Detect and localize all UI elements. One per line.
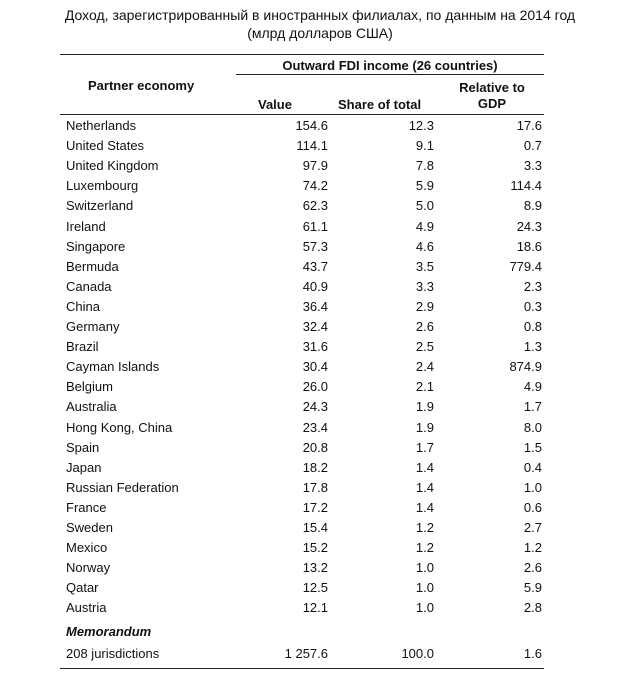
country-name: Ireland	[66, 218, 106, 234]
share-cell: 2.4	[415, 359, 434, 375]
header-outward-fdi-income: Outward FDI income (26 countries)	[282, 58, 498, 73]
gdp-cell: 24.3	[516, 218, 542, 234]
total-share: 100.0	[401, 646, 434, 661]
table-row	[0, 478, 640, 498]
gdp-cell: 2.3	[523, 278, 542, 294]
share-cell: 1.4	[415, 479, 434, 495]
share-cell: 1.0	[415, 600, 434, 616]
country-name: Norway	[66, 560, 111, 576]
table-row	[0, 498, 640, 518]
gdp-cell: 0.4	[523, 459, 542, 475]
table-row	[0, 397, 640, 417]
table-row	[0, 257, 640, 277]
share-cell: 9.1	[415, 138, 434, 154]
share-cell: 1.7	[415, 439, 434, 455]
table-row	[0, 277, 640, 297]
gdp-cell: 18.6	[516, 238, 542, 254]
gdp-cell: 2.6	[523, 560, 542, 576]
value-cell: 12.1	[302, 600, 328, 616]
value-cell: 40.9	[302, 278, 328, 294]
country-name: Brazil	[66, 339, 99, 355]
share-cell: 5.0	[415, 198, 434, 214]
country-name: Canada	[66, 278, 112, 294]
share-cell: 1.0	[415, 580, 434, 596]
memorandum-label: Memorandum	[66, 624, 152, 639]
gdp-cell: 5.9	[523, 580, 542, 596]
table-row	[0, 558, 640, 578]
country-name: Cayman Islands	[66, 359, 160, 375]
country-name: Australia	[66, 399, 117, 415]
share-cell: 3.3	[415, 278, 434, 294]
gdp-cell: 3.3	[523, 158, 542, 174]
gdp-cell: 114.4	[510, 178, 542, 194]
value-cell: 13.2	[302, 560, 328, 576]
table-row	[0, 176, 640, 196]
share-cell: 12.3	[408, 118, 434, 133]
total-name: 208 jurisdictions	[66, 646, 160, 661]
title-line-1: Доход, зарегистрированный в иностранных филиалах, по данным на 2014 год	[64, 7, 576, 23]
share-cell: 1.2	[415, 540, 434, 556]
gdp-cell: 1.7	[523, 399, 542, 415]
table-row	[0, 518, 640, 538]
gdp-cell: 1.5	[523, 439, 542, 455]
share-cell: 2.5	[415, 339, 434, 355]
header-share-of-total: Share of total	[338, 97, 422, 112]
value-cell: 62.3	[302, 198, 328, 214]
value-cell: 12.5	[302, 580, 328, 596]
country-name: Belgium	[66, 379, 113, 395]
gdp-cell: 4.9	[523, 379, 542, 395]
value-cell: 18.2	[302, 459, 328, 475]
gdp-cell: 1.2	[523, 540, 542, 556]
total-gdp: 1.6	[523, 646, 542, 661]
table-row	[0, 418, 640, 438]
country-name: United Kingdom	[66, 158, 159, 174]
country-name: Hong Kong, China	[66, 419, 173, 435]
value-cell: 61.1	[302, 218, 328, 234]
table-row	[0, 538, 640, 558]
country-name: Germany	[66, 319, 120, 334]
share-cell: 2.6	[415, 319, 434, 334]
table-row	[0, 237, 640, 257]
title-line-2: (млрд долларов США)	[247, 25, 393, 41]
country-name: United States	[66, 138, 145, 154]
country-name: Singapore	[66, 238, 126, 254]
share-cell: 4.9	[415, 218, 434, 234]
table-row	[0, 458, 640, 478]
share-cell: 1.4	[415, 459, 434, 475]
header-relative-to-gdp	[452, 80, 532, 112]
value-cell: 57.3	[302, 238, 328, 254]
value-cell: 30.4	[302, 359, 328, 375]
share-cell: 7.8	[415, 158, 434, 174]
value-cell: 26.0	[302, 379, 328, 395]
country-name: Qatar	[66, 580, 99, 596]
header-gdp-line-2: GDP	[477, 96, 507, 111]
header-partner-economy: Partner economy	[88, 78, 195, 93]
country-name: Mexico	[66, 540, 108, 556]
value-cell: 97.9	[302, 158, 328, 174]
value-cell: 36.4	[302, 298, 328, 314]
country-name: Spain	[66, 439, 100, 455]
share-cell: 1.2	[415, 520, 434, 535]
table-row	[0, 156, 640, 176]
share-cell: 5.9	[415, 178, 434, 194]
group-rule	[236, 74, 544, 75]
value-cell: 15.2	[302, 540, 328, 556]
value-cell: 74.2	[302, 178, 328, 194]
country-name: Sweden	[66, 520, 113, 535]
country-name: Austria	[66, 600, 107, 616]
table-row	[0, 578, 640, 598]
table-title	[0, 6, 640, 42]
total-value: 1 257.6	[284, 646, 328, 661]
share-cell: 2.9	[415, 298, 434, 314]
share-cell: 1.9	[415, 419, 434, 435]
table-row	[0, 196, 640, 216]
country-name: France	[66, 499, 107, 515]
gdp-cell: 1.0	[523, 479, 542, 495]
country-name: Russian Federation	[66, 479, 179, 495]
country-name: Japan	[66, 459, 102, 475]
value-cell: 17.8	[302, 479, 328, 495]
share-cell: 2.1	[415, 379, 434, 395]
country-name: Netherlands	[66, 118, 137, 133]
total-row	[0, 644, 640, 664]
share-cell: 1.0	[415, 560, 434, 576]
value-cell: 31.6	[302, 339, 328, 355]
gdp-cell: 779.4	[509, 258, 542, 274]
gdp-cell: 2.8	[523, 600, 542, 616]
value-cell: 17.2	[302, 499, 328, 515]
share-cell: 3.5	[415, 258, 434, 274]
header-bottom-rule	[60, 114, 544, 115]
share-cell: 1.9	[415, 399, 434, 415]
gdp-cell: 2.7	[523, 520, 542, 535]
share-cell: 1.4	[415, 499, 434, 515]
gdp-cell: 17.6	[516, 118, 542, 133]
table-row	[0, 317, 640, 337]
header-value: Value	[258, 97, 292, 112]
table-row	[0, 377, 640, 397]
gdp-cell: 874.9	[509, 359, 542, 375]
bottom-rule	[60, 668, 544, 669]
value-cell: 24.3	[302, 399, 328, 415]
table-row	[0, 217, 640, 237]
value-cell: 23.4	[302, 419, 328, 435]
value-cell: 32.4	[302, 319, 328, 334]
gdp-cell: 0.6	[523, 499, 542, 515]
table-row	[0, 297, 640, 317]
country-name: Bermuda	[66, 258, 119, 274]
gdp-cell: 8.9	[523, 198, 542, 214]
country-name: Luxembourg	[66, 178, 139, 194]
table-row	[0, 598, 640, 618]
table-row	[0, 357, 640, 377]
table-row	[0, 116, 640, 136]
value-cell: 43.7	[302, 258, 328, 274]
gdp-cell: 0.7	[523, 138, 542, 154]
table-row	[0, 438, 640, 458]
country-name: Switzerland	[66, 198, 134, 214]
share-cell: 4.6	[415, 238, 434, 254]
country-name: China	[66, 298, 100, 314]
gdp-cell: 1.3	[523, 339, 542, 355]
gdp-cell: 0.8	[523, 319, 542, 334]
table-row	[0, 136, 640, 156]
table-row	[0, 337, 640, 357]
gdp-cell: 0.3	[523, 298, 542, 314]
value-cell: 154.6	[295, 118, 328, 133]
value-cell: 20.8	[302, 439, 328, 455]
value-cell: 15.4	[302, 520, 328, 535]
header-gdp-line-1: Relative to	[459, 80, 525, 95]
gdp-cell: 8.0	[523, 419, 542, 435]
top-rule	[60, 54, 544, 55]
value-cell: 114.1	[296, 138, 328, 154]
